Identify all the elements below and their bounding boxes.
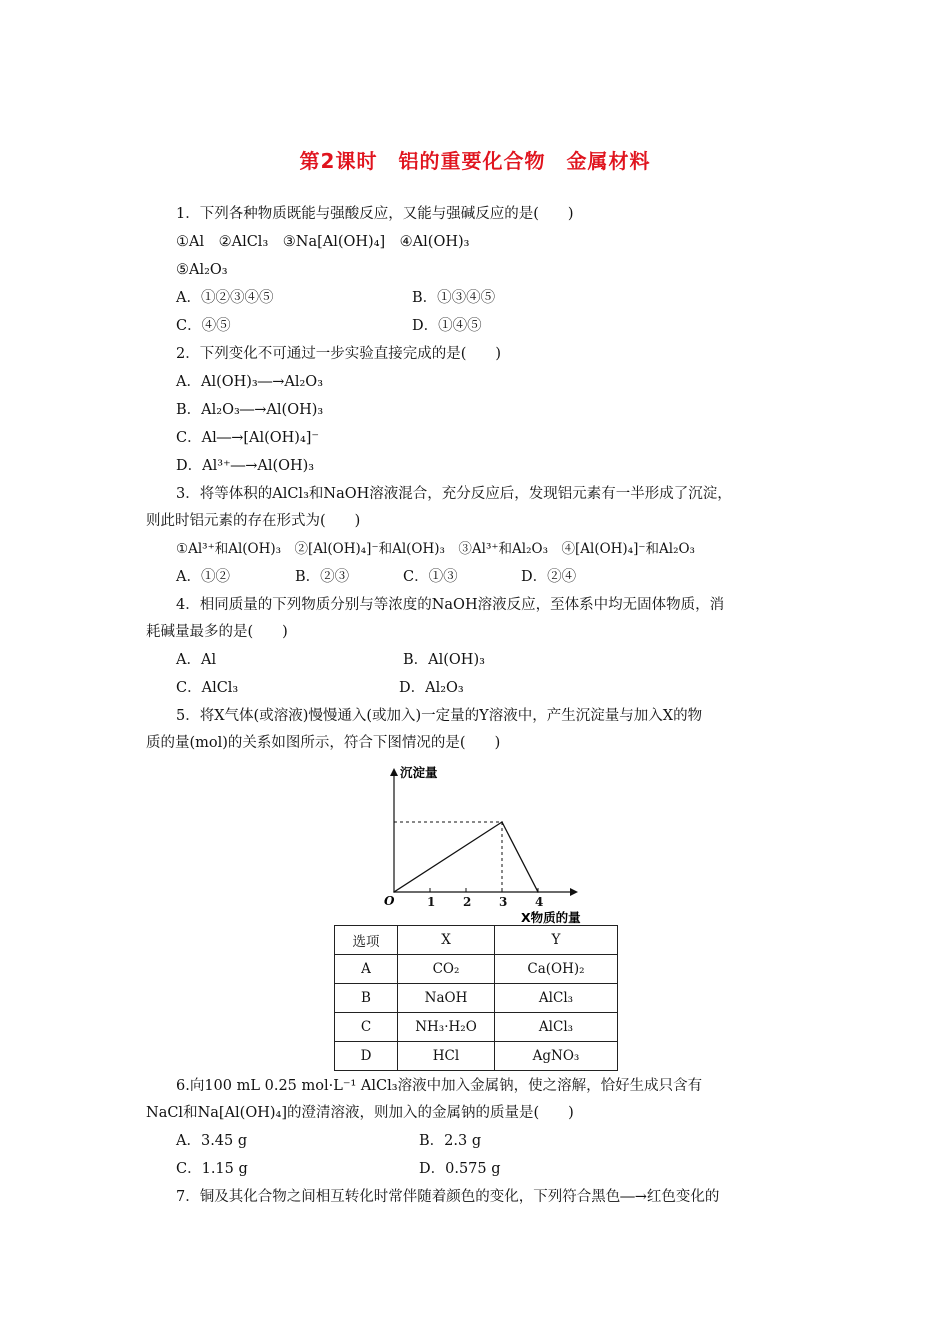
- q7-stem-line1: 7．铜及其化合物之间相互转化时常伴随着颜色的变化，下列符合黑色―→红色变化的: [176, 1189, 720, 1205]
- origin-label: O: [384, 894, 395, 908]
- q3-items: ①Al³⁺和Al(OH)₃ ②[Al(OH)₄]⁻和Al(OH)₃ ③Al³⁺和Al₂O₃ ④[Al(OH)₄]⁻和Al₂O₃: [176, 541, 695, 557]
- q1-option-a: A．①②③④⑤: [176, 290, 274, 306]
- x-axis-label: X物质的量: [521, 910, 581, 925]
- header-x: X: [398, 926, 495, 955]
- q1-option-c: C．④⑤: [176, 318, 231, 334]
- q3-option-d: D．②④: [521, 569, 577, 585]
- q1-option-d: D．①④⑤: [412, 318, 482, 334]
- q6-option-b: B．2.3 g: [419, 1133, 482, 1149]
- table-cell: D: [335, 1042, 398, 1071]
- x-tick-label: 2: [463, 895, 472, 909]
- table-cell: Ca(OH)₂: [495, 955, 618, 984]
- q6-option-c: C．1.15 g: [176, 1161, 248, 1177]
- header-y: Y: [495, 926, 618, 955]
- table-cell: NH₃·H₂O: [398, 1013, 495, 1042]
- q3-stem-line2: 则此时铝元素的存在形式为( ): [146, 513, 361, 529]
- page-title: 第2课时 铝的重要化合物 金属材料: [299, 149, 651, 173]
- y-axis-arrow: [390, 768, 398, 776]
- q6-option-d: D．0.575 g: [419, 1161, 501, 1177]
- table-header-row: [335, 926, 618, 955]
- q2-option-c: C．Al―→[Al(OH)₄]⁻: [176, 430, 320, 446]
- table-cell: A: [335, 955, 398, 984]
- table-cell: AlCl₃: [495, 984, 618, 1013]
- data-point: [537, 891, 539, 893]
- q2-option-b: B．Al₂O₃―→Al(OH)₃: [176, 402, 324, 418]
- x-axis-arrow: [570, 888, 578, 896]
- q4-stem-line1: 4．相同质量的下列物质分别与等浓度的NaOH溶液反应，至体系中均无固体物质，消: [176, 597, 725, 613]
- table-row: [335, 955, 618, 984]
- q3-option-c: C．①③: [403, 569, 458, 585]
- q6-stem-line2: NaCl和Na[Al(OH)₄]的澄清溶液，则加入的金属钠的质量是( ): [146, 1105, 574, 1121]
- options-table: [334, 925, 618, 1071]
- table-cell: C: [335, 1013, 398, 1042]
- data-line: [394, 822, 538, 892]
- table-cell: AlCl₃: [495, 1013, 618, 1042]
- data-point: [393, 891, 395, 893]
- table-cell: CO₂: [398, 955, 495, 984]
- q3-option-b: B．②③: [295, 569, 350, 585]
- q4-option-d: D．Al₂O₃: [399, 680, 464, 696]
- x-tick-label: 1: [427, 895, 436, 909]
- header-option: 选项: [335, 926, 398, 955]
- table-row: [335, 984, 618, 1013]
- q5-stem-line2: 质的量(mol)的关系如图所示，符合下图情况的是( ): [146, 735, 501, 751]
- q1-items: ①Al ②AlCl₃ ③Na[Al(OH)₄] ④Al(OH)₃: [176, 234, 470, 250]
- table-cell: HCl: [398, 1042, 495, 1071]
- q3-stem-line1: 3．将等体积的AlCl₃和NaOH溶液混合，充分反应后，发现铝元素有一半形成了沉淀，: [176, 486, 732, 502]
- data-point: [501, 821, 503, 823]
- table-cell: AgNO₃: [495, 1042, 618, 1071]
- q2-stem: 2．下列变化不可通过一步实验直接完成的是( ): [176, 346, 502, 362]
- table-cell: NaOH: [398, 984, 495, 1013]
- y-axis-label: 沉淀量: [400, 765, 438, 780]
- table-row: [335, 1013, 618, 1042]
- q4-option-b: B．Al(OH)₃: [403, 652, 485, 668]
- q6-stem-line1: 6.向100 mL 0.25 mol·L⁻¹ AlCl₃溶液中加入金属钠，使之溶解，恰好生成只含有: [176, 1078, 703, 1094]
- q1-items-2: ⑤Al₂O₃: [176, 262, 228, 278]
- q4-option-c: C．AlCl₃: [176, 680, 239, 696]
- q1-stem: 1．下列各种物质既能与强酸反应，又能与强碱反应的是( ): [176, 206, 574, 222]
- table-row: [335, 1042, 618, 1071]
- q4-option-a: A．Al: [176, 652, 217, 668]
- table-cell: B: [335, 984, 398, 1013]
- q6-option-a: A．3.45 g: [176, 1133, 248, 1149]
- q3-option-a: A．①②: [176, 569, 230, 585]
- x-tick-label: 4: [535, 895, 544, 909]
- precipitate-graph: [380, 760, 610, 930]
- q2-option-d: D．Al³⁺―→Al(OH)₃: [176, 458, 315, 474]
- q1-option-b: B．①③④⑤: [412, 290, 496, 306]
- q4-stem-line2: 耗碱量最多的是( ): [146, 624, 288, 640]
- q5-stem-line1: 5．将X气体(或溶液)慢慢通入(或加入)一定量的Y溶液中，产生沉淀量与加入X的物: [176, 708, 703, 724]
- x-tick-label: 3: [499, 895, 508, 909]
- q2-option-a: A．Al(OH)₃―→Al₂O₃: [176, 374, 324, 390]
